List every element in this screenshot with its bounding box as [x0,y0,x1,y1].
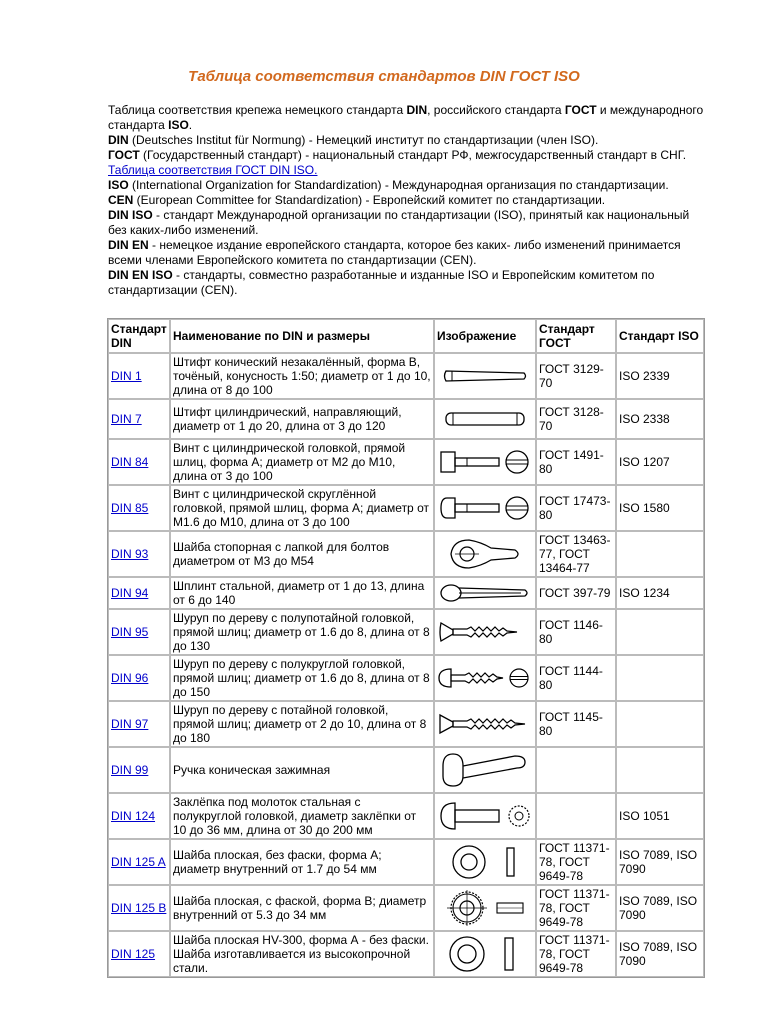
image-cell [434,485,536,531]
iso-cell [616,655,704,701]
header-gost: Стандарт ГОСТ [536,319,616,353]
name-cell: Штифт конический незакалённый, форма B, точёный, конусность 1:50; диаметр от 1 до 10, длина от 8 до 100 [170,353,434,399]
din-link[interactable]: DIN 125 B [111,901,167,915]
header-din: Стандарт DIN [108,319,170,353]
iso-cell [616,747,704,793]
image-cell [434,399,536,439]
table-row [108,399,704,439]
iso-cell: ISO 1234 [616,577,704,609]
din-cell [108,485,170,531]
table-row [108,701,704,747]
intro-paragraph: Таблица соответствия крепежа немецкого стандарта DIN, российского стандарта ГОСТ и международного стандарта ISO. [108,103,704,132]
iso-cell [616,609,704,655]
table-row [108,931,704,977]
din-link[interactable]: DIN 1 [111,369,142,383]
name-cell: Шуруп по дереву с полупотайной головкой, прямой шлиц; диаметр от 1.6 до 8, длина от 8 до 130 [170,609,434,655]
din-cell [108,399,170,439]
din-link[interactable]: DIN 93 [111,547,149,561]
table-row [108,485,704,531]
name-cell: Шплинт стальной, диаметр от 1 до 13, длина от 6 до 140 [170,577,434,609]
gost-cell: ГОСТ 13463-77, ГОСТ 13464-77 [536,531,616,577]
iso-cell [616,701,704,747]
gost-cell: ГОСТ 1491-80 [536,439,616,485]
din-link[interactable]: DIN 94 [111,586,149,600]
din-cell [108,655,170,701]
taper-pin-icon [437,365,533,387]
definition-gost: ГОСТ (Государственный стандарт) - национальный стандарт РФ, межгосударственный стандарт в СНГ. Таблица соответствия ГОСТ DIN ISO. [108,148,687,177]
header-image: Изображение [434,319,536,353]
table-row [108,577,704,609]
din-link[interactable]: DIN 125 A [111,855,166,869]
round-head-wood-screw-icon [437,666,533,690]
round-head-rivet-icon [437,800,533,832]
definition-din-en-iso: DIN EN ISO - стандарты, совместно разработанные и изданные ISO и Европейским комитетом по стандартизации (CEN). [108,268,655,297]
cotter-pin-icon [437,581,533,605]
gost-cell [536,747,616,793]
image-cell [434,439,536,485]
image-cell [434,793,536,839]
image-cell [434,353,536,399]
iso-cell: ISO 7089, ISO 7090 [616,885,704,931]
image-cell [434,655,536,701]
definition-din-en: DIN EN - немецкое издание европейского стандарта, которое без каких- либо изменений принимается всеми членами Европейского комитета по стандартизации (CEN). [108,238,681,267]
din-link[interactable]: DIN 97 [111,717,149,731]
iso-cell: ISO 1207 [616,439,704,485]
table-row [108,531,704,577]
header-iso: Стандарт ISO [616,319,704,353]
din-link[interactable]: DIN 95 [111,625,149,639]
din-cell [108,747,170,793]
table-row [108,793,704,839]
name-cell: Шуруп по дереву с полукруглой головкой, прямой шлиц; диаметр от 1.6 до 8, длина от 8 до 150 [170,655,434,701]
image-cell [434,609,536,655]
chamfered-washer-icon [437,890,533,926]
iso-cell [616,531,704,577]
table-row [108,885,704,931]
table-row [108,353,704,399]
din-link[interactable]: DIN 99 [111,763,149,777]
iso-cell: ISO 7089, ISO 7090 [616,839,704,885]
din-cell [108,793,170,839]
din-cell [108,701,170,747]
definition-iso: ISO (International Organization for Standardization) - Международная организация по стандартизации. [108,178,669,192]
din-link[interactable]: DIN 96 [111,671,149,685]
din-cell [108,609,170,655]
iso-cell: ISO 2338 [616,399,704,439]
name-cell: Штифт цилиндрический, направляющий, диаметр от 1 до 20, длина от 3 до 120 [170,399,434,439]
gost-cell: ГОСТ 1144-80 [536,655,616,701]
image-cell [434,701,536,747]
din-link[interactable]: DIN 7 [111,412,142,426]
table-header-row [108,319,704,353]
image-cell [434,747,536,793]
din-link[interactable]: DIN 125 [111,947,156,961]
name-cell: Ручка коническая зажимная [170,747,434,793]
gost-cell: ГОСТ 11371-78, ГОСТ 9649-78 [536,885,616,931]
gost-cell: ГОСТ 3129-70 [536,353,616,399]
din-cell [108,577,170,609]
name-cell: Шайба плоская, без фаски, форма А; диаметр внутренний от 1.7 до 54 мм [170,839,434,885]
iso-cell: ISO 7089, ISO 7090 [616,931,704,977]
image-cell [434,885,536,931]
name-cell: Заклёпка под молоток стальная с полукруглой головкой, диаметр заклёпки от 10 до 36 мм, длина от 30 до 200 мм [170,793,434,839]
name-cell: Винт с цилиндрической головкой, прямой шлиц, форма А; диаметр от M2 до M10, длина от 3 до 100 [170,439,434,485]
gost-cell: ГОСТ 17473-80 [536,485,616,531]
table-row [108,747,704,793]
cylindrical-pin-icon [437,408,533,430]
gost-cell: ГОСТ 11371-78, ГОСТ 9649-78 [536,931,616,977]
image-cell [434,577,536,609]
din-cell [108,531,170,577]
standards-table [107,318,705,978]
name-cell: Шайба стопорная с лапкой для болтов диаметром от M3 до M54 [170,531,434,577]
definition-cen: CEN (European Committee for Standardization) - Европейский комитет по стандартизации. [108,193,606,207]
gost-cell: ГОСТ 3128-70 [536,399,616,439]
flat-washer-icon [437,844,533,880]
din-cell [108,839,170,885]
cheese-head-screw-icon [437,447,533,477]
gost-cell: ГОСТ 397-79 [536,577,616,609]
name-cell: Шуруп по дереву с потайной головкой, прямой шлиц; диаметр от 2 до 10, длина от 8 до 180 [170,701,434,747]
clamping-handle-icon [437,750,533,790]
gost-cell [536,793,616,839]
din-cell [108,885,170,931]
name-cell: Шайба плоская HV-300, форма А - без фаски. Шайба изготавливается из высокопрочной стали. [170,931,434,977]
table-row [108,439,704,485]
din-link[interactable]: DIN 85 [111,501,149,515]
gost-table-link[interactable]: Таблица соответствия ГОСТ DIN ISO. [108,163,318,177]
countersunk-wood-screw-icon [437,712,533,736]
image-cell [434,931,536,977]
header-name: Наименование по DIN и размеры [170,319,434,353]
din-cell [108,439,170,485]
definition-din: DIN (Deutsches Institut für Normung) - Немецкий институт по стандартизации (член ISO). [108,133,599,147]
page-title: Таблица соответствия стандартов DIN ГОСТ ISO [188,68,580,85]
name-cell: Шайба плоская, с фаской, форма В; диаметр внутренний от 5.3 до 34 мм [170,885,434,931]
name-cell: Винт с цилиндрической скруглённой головкой, прямой шлиц, форма А; диаметр от M1.6 до M10, длина от 3 до 100 [170,485,434,531]
iso-cell: ISO 1580 [616,485,704,531]
image-cell [434,839,536,885]
tab-washer-icon [437,536,533,572]
iso-cell: ISO 1051 [616,793,704,839]
table-row [108,609,704,655]
hardened-washer-icon [437,934,533,974]
din-link[interactable]: DIN 84 [111,455,149,469]
table-row [108,839,704,885]
raised-countersunk-wood-screw-icon [437,620,533,644]
din-cell [108,931,170,977]
definition-din-iso: DIN ISO - стандарт Международной организации по стандартизации (ISO), принятый как национальный без каких-либо изменений. [108,208,690,237]
gost-cell: ГОСТ 1145-80 [536,701,616,747]
iso-cell: ISO 2339 [616,353,704,399]
gost-cell: ГОСТ 11371-78, ГОСТ 9649-78 [536,839,616,885]
table-row [108,655,704,701]
intro-text [108,103,708,298]
gost-cell: ГОСТ 1146-80 [536,609,616,655]
din-link[interactable]: DIN 124 [111,809,156,823]
din-cell [108,353,170,399]
image-cell [434,531,536,577]
pan-head-screw-icon [437,493,533,523]
